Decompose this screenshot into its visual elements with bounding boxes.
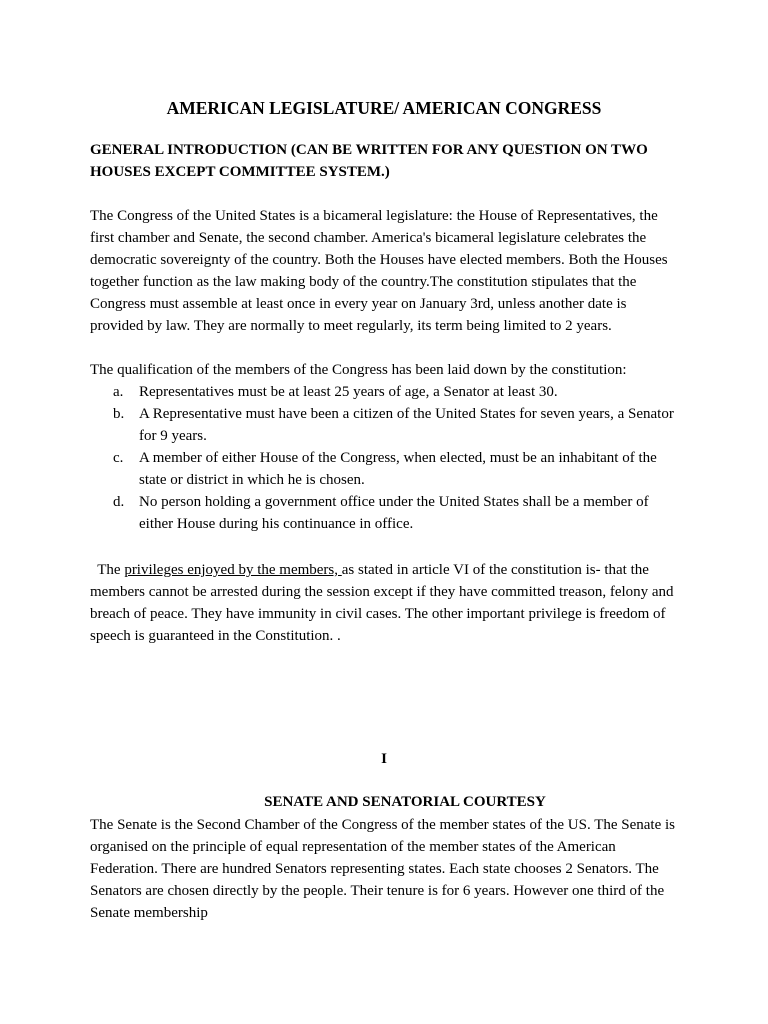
paragraph-qualification-intro: The qualification of the members of the Congress has been laid down by the constitution:: [90, 362, 627, 378]
list-marker: c.: [113, 450, 124, 466]
privileges-text: as stated in article VI of the constitution is- that the members cannot be arrested during the session except if they have committed treason, felony and breach of peace. They have immunity in civil cases. The other important privilege is freedom of speech is guaranteed in the Constitution. .: [90, 562, 674, 644]
list-marker: b.: [113, 406, 125, 422]
list-item: [90, 403, 680, 447]
privileges-underlined-phrase: privileges enjoyed by the members,: [124, 562, 342, 578]
paragraph-privileges: [90, 559, 680, 647]
list-item: [90, 491, 680, 535]
document-title: AMERICAN LEGISLATURE/ AMERICAN CONGRESS: [166, 98, 602, 118]
list-item-text: No person holding a government office under the United States shall be a member of either House during his continuance in office.: [139, 494, 649, 532]
list-item-text: A Representative must have been a citizen of the United States for seven years, a Senator for 9 years.: [139, 406, 674, 444]
list-item-text: A member of either House of the Congress, when elected, must be an inhabitant of the state or district in which he is chosen.: [139, 450, 657, 488]
section-title: SENATE AND SENATORIAL COURTESY: [264, 794, 546, 810]
list-item-text: Representatives must be at least 25 years of age, a Senator at least 30.: [139, 384, 558, 400]
paragraph-senate: The Senate is the Second Chamber of the Congress of the member states of the US. The Senate is organised on the principle of equal representation of the member states of the American Federation. There are hundred Senators representing states. Each state chooses 2 Senators. The Senators are chosen directly by the people. Their tenure is for 6 years. However one third of the Senate membership: [90, 817, 675, 921]
list-marker: d.: [113, 494, 125, 510]
qualification-list: [90, 381, 680, 535]
list-marker: a.: [113, 384, 124, 400]
privileges-lead: The: [90, 562, 125, 578]
list-item: [90, 447, 680, 491]
paragraph-congress-overview: The Congress of the United States is a bicameral legislature: the House of Representatives, the first chamber and Senate, the second chamber. America's bicameral legislature celebrates the democratic sovereignty of the country. Both the Houses have elected members. Both the Houses together function as the law making body of the country.The constitution stipulates that the Congress must assemble at least once in every year on January 3rd, unless another date is provided by law. They are normally to meet regularly, its term being limited to 2 years.: [90, 208, 668, 334]
section-number: I: [381, 751, 387, 767]
list-item: [90, 381, 680, 403]
intro-heading: GENERAL INTRODUCTION (CAN BE WRITTEN FOR ANY QUESTION ON TWO HOUSES EXCEPT COMMITTEE SYSTEM.): [90, 142, 648, 180]
